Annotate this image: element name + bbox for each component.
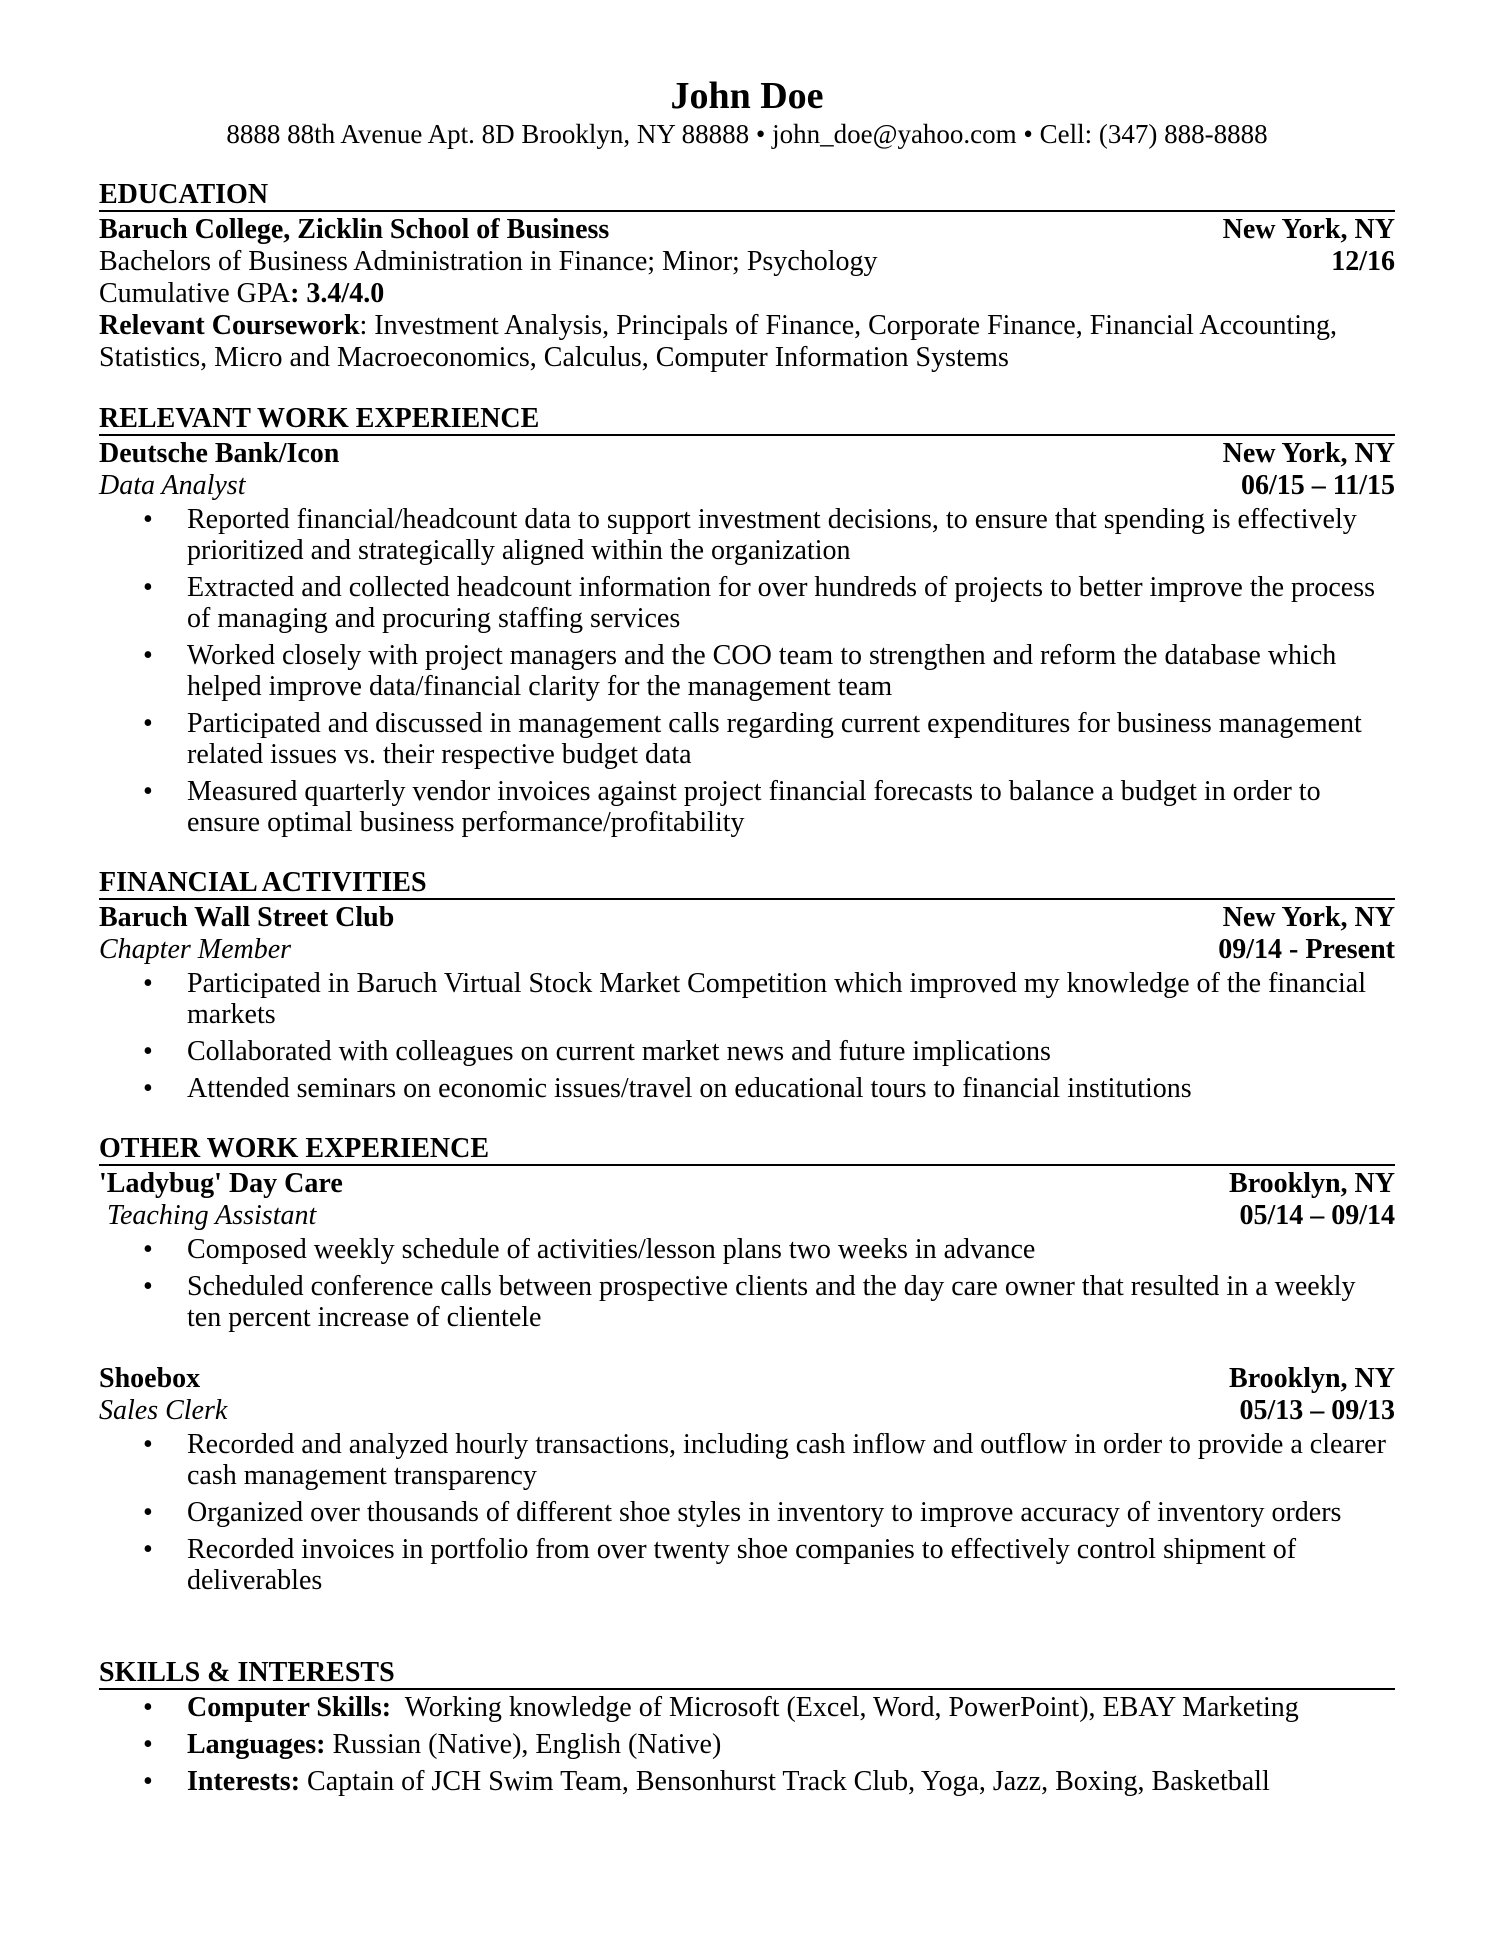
bullet-item: • Worked closely with project managers and the COO team to strengthen and reform the database which helped improve data/financial clarity for the management team (99, 640, 1395, 702)
job-role-row (99, 1200, 1395, 1232)
skill-item (99, 1766, 1395, 1797)
skill-item (99, 1729, 1395, 1760)
skills-heading: SKILLS & INTERESTS (99, 1658, 1395, 1690)
graduation-date: 12/16 (1331, 246, 1395, 277)
other-work-heading: OTHER WORK EXPERIENCE (99, 1134, 1395, 1166)
bullet-item: • Scheduled conference calls between prospective clients and the day care owner that resulted in a weekly ten percent increase of clientele (99, 1271, 1395, 1333)
job-location: Brooklyn, NY (1229, 1363, 1395, 1394)
financial-activities-section (99, 868, 1395, 1104)
education-section (99, 180, 1395, 374)
job-date: 05/14 – 09/14 (1239, 1200, 1395, 1231)
financial-activities-heading: FINANCIAL ACTIVITIES (99, 868, 1395, 900)
job-role-row (99, 1395, 1395, 1427)
gpa-label: Cumulative GPA (99, 278, 291, 309)
school-location: New York, NY (1222, 214, 1395, 245)
coursework-text: : Investment Analysis, Principals of Finance, Corporate Finance, Financial Accounting, Statistics, Micro and Macroeconomics, Calculus, Computer Information Systems (99, 310, 1338, 373)
other-job-shoebox (99, 1363, 1395, 1596)
relevant-work-heading: RELEVANT WORK EXPERIENCE (99, 404, 1395, 436)
education-school-row (99, 214, 1395, 246)
bullet-item: • Attended seminars on economic issues/travel on educational tours to financial institutions (99, 1073, 1395, 1104)
job-role: Data Analyst (99, 470, 246, 501)
relevant-work-section (99, 404, 1395, 838)
bullet-item: • Participated in Baruch Virtual Stock Market Competition which improved my knowledge of the financial markets (99, 968, 1395, 1030)
other-job-ladybug (99, 1168, 1395, 1333)
job-bullets (99, 1429, 1395, 1596)
school-name: Baruch College, Zicklin School of Business (99, 214, 610, 245)
job-role: Sales Clerk (99, 1395, 228, 1426)
skill-item (99, 1692, 1395, 1723)
bullet-item: • Organized over thousands of different shoe styles in inventory to improve accuracy of inventory orders (99, 1497, 1395, 1528)
skill-label: Interests: (187, 1766, 301, 1797)
bullet-item: • Extracted and collected headcount information for over hundreds of projects to better improve the process of managing and procuring staffing services (99, 572, 1395, 634)
bullet-item: • Recorded and analyzed hourly transactions, including cash inflow and outflow in order to provide a clearer cash management transparency (99, 1429, 1395, 1491)
coursework-label: Relevant Coursework (99, 310, 360, 341)
skill-label: Computer Skills: (187, 1692, 392, 1723)
bullet-item: • Reported financial/headcount data to support investment decisions, to ensure that spending is effectively prioritized and strategically aligned within the organization (99, 504, 1395, 566)
job-org: 'Ladybug' Day Care (99, 1168, 343, 1199)
bullet-item: • Measured quarterly vendor invoices against project financial forecasts to balance a budget in order to ensure optimal business performance/profitability (99, 776, 1395, 838)
job-org: Deutsche Bank/Icon (99, 438, 340, 469)
bullet-item: • Composed weekly schedule of activities/lesson plans two weeks in advance (99, 1234, 1395, 1265)
skill-text: Working knowledge of Microsoft (Excel, Word, PowerPoint), EBAY Marketing (391, 1692, 1299, 1723)
job-bullets (99, 504, 1395, 838)
bullet-item: • Collaborated with colleagues on current market news and future implications (99, 1036, 1395, 1067)
education-degree-row (99, 246, 1395, 278)
skills-section (99, 1658, 1395, 1797)
resume-name: John Doe (670, 75, 824, 117)
activity-org-row (99, 902, 1395, 934)
contact-line: 8888 88th Avenue Apt. 8D Brooklyn, NY 88888 • john_doe@yahoo.com • Cell: (347) 888-8888 (226, 119, 1268, 149)
bullet-item: • Recorded invoices in portfolio from over twenty shoe companies to effectively control shipment of deliverables (99, 1534, 1395, 1596)
activity-org: Baruch Wall Street Club (99, 902, 395, 933)
job-date: 05/13 – 09/13 (1239, 1395, 1395, 1426)
gpa-value: : 3.4/4.0 (290, 278, 385, 309)
gpa-line (99, 278, 1395, 310)
coursework-line (99, 310, 1395, 374)
bullet-item: • Participated and discussed in management calls regarding current expenditures for business management related issues vs. their respective budget data (99, 708, 1395, 770)
job-location: New York, NY (1222, 438, 1395, 469)
activity-bullets (99, 968, 1395, 1104)
skill-text: Russian (Native), English (Native) (325, 1729, 722, 1760)
activity-location: New York, NY (1222, 902, 1395, 933)
job-role: Teaching Assistant (107, 1200, 317, 1231)
job-bullets (99, 1234, 1395, 1333)
activity-date: 09/14 - Present (1218, 934, 1395, 965)
other-work-section (99, 1134, 1395, 1596)
activity-role-row (99, 934, 1395, 966)
education-heading: EDUCATION (99, 180, 1395, 212)
skills-bullets (99, 1692, 1395, 1797)
job-org-row (99, 438, 1395, 470)
degree-text: Bachelors of Business Administration in Finance; Minor; Psychology (99, 246, 878, 277)
job-org-row (99, 1168, 1395, 1200)
skill-text: Captain of JCH Swim Team, Bensonhurst Track Club, Yoga, Jazz, Boxing, Basketball (300, 1766, 1270, 1797)
skill-label: Languages: (187, 1729, 326, 1760)
job-location: Brooklyn, NY (1229, 1168, 1395, 1199)
job-org: Shoebox (99, 1363, 201, 1394)
job-role-row (99, 470, 1395, 502)
job-org-row (99, 1363, 1395, 1395)
job-date: 06/15 – 11/15 (1240, 470, 1395, 501)
activity-role: Chapter Member (99, 934, 292, 965)
